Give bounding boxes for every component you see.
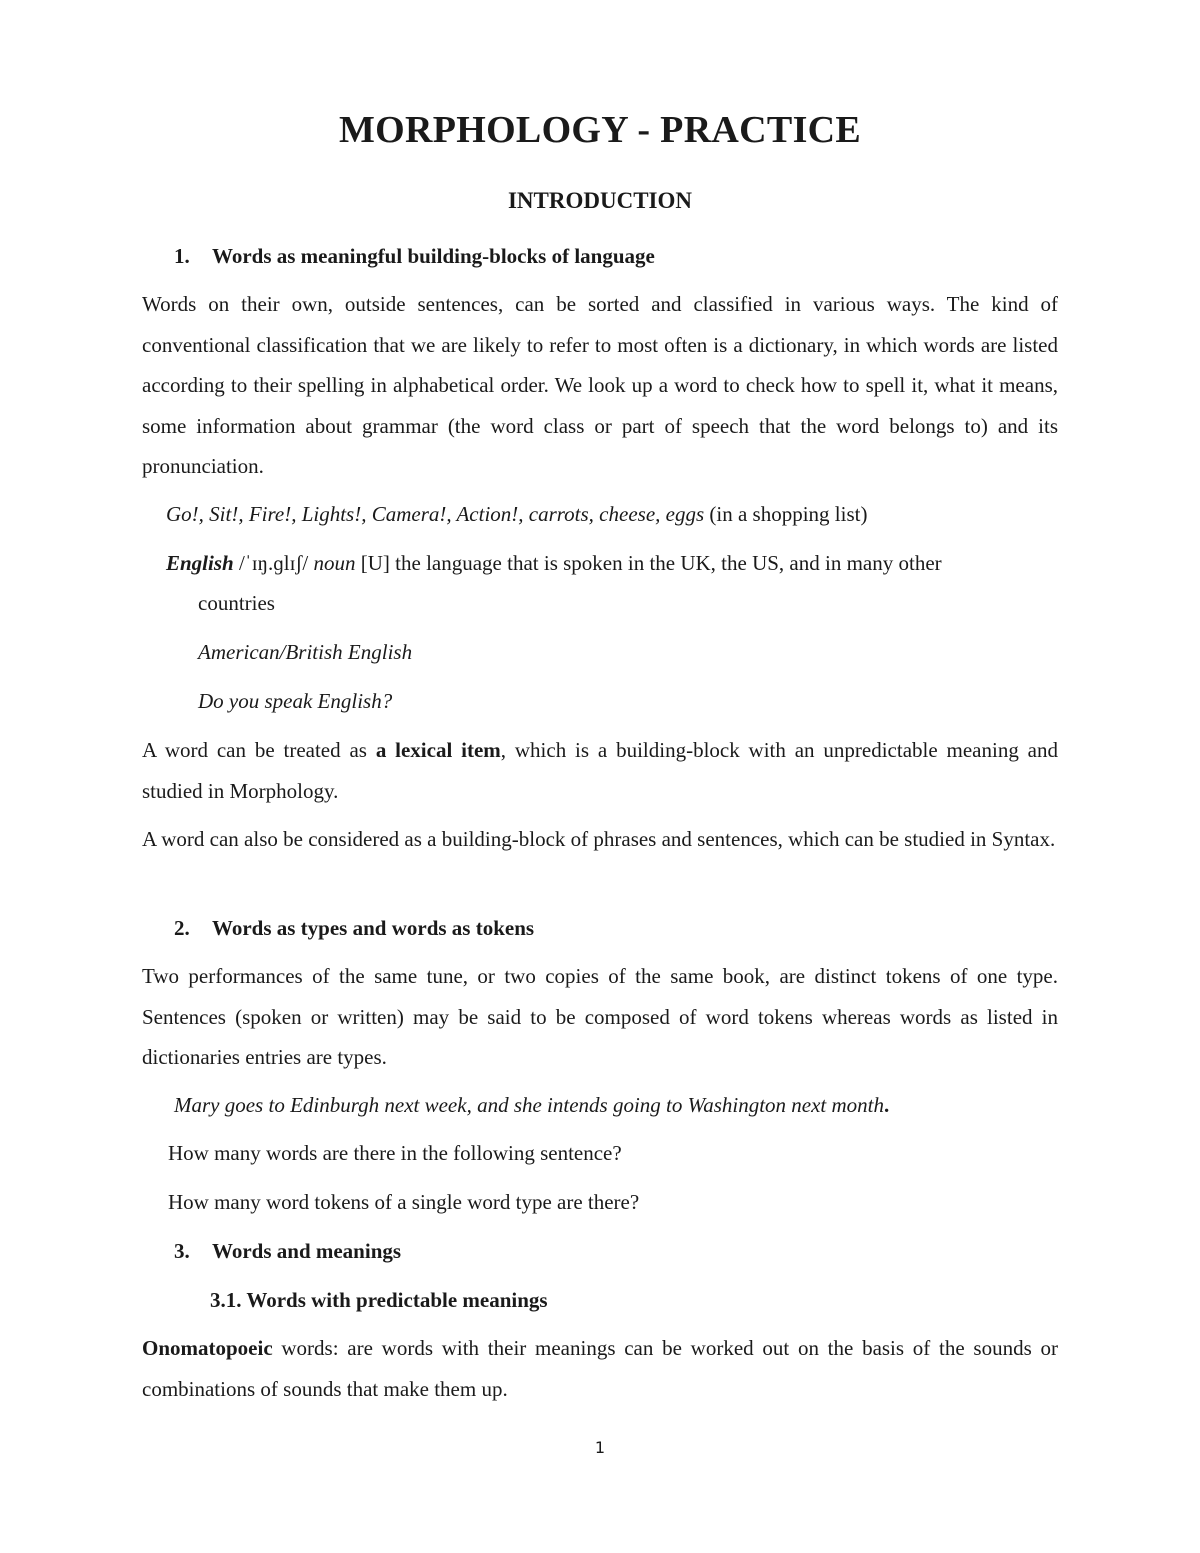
example-words: Go!, Sit!, Fire!, Lights!, Camera!, Action!, carrots, cheese, eggs	[166, 502, 705, 526]
section-3-1-heading: 3.1. Words with predictable meanings	[210, 1288, 548, 1312]
section-1-heading	[174, 244, 655, 269]
page-subtitle: INTRODUCTION	[507, 188, 693, 213]
onomatopoeic-paragraph	[142, 1328, 1058, 1409]
dictionary-example-2: Do you speak English?	[198, 689, 393, 713]
dictionary-headword: English	[166, 551, 234, 575]
section-1-paragraph: Words on their own, outside sentences, can be sorted and classified in various ways. The kind of conventional classification that we are likely to refer to most often is a dictionary, in which words are listed according to their spelling in alphabetical order. We look up a word to check how to spell it, what it means, some information about grammar (the word class or part of speech that the word belongs to) and its pronunciation.	[142, 292, 1058, 478]
syntax-paragraph: A word can also be considered as a building-block of phrases and sentences, which can be studied in Syntax.	[142, 827, 1056, 851]
example-sentence-line	[174, 1093, 889, 1118]
example-note: (in a shopping list)	[704, 502, 868, 526]
example-words-line	[166, 502, 867, 527]
lexical-item-paragraph	[142, 730, 1058, 811]
lexical-text-pre: A word can be treated as	[142, 738, 376, 762]
dictionary-part-of-speech: noun	[313, 551, 356, 575]
dictionary-definition: [U] the language that is spoken in the UK, the US, and in many other	[355, 551, 942, 575]
question-1: How many words are there in the following sentence?	[168, 1141, 622, 1165]
example-sentence-period: .	[884, 1093, 890, 1117]
section-1-title: Words as meaningful building-blocks of language	[212, 244, 655, 268]
dictionary-pronunciation: /ˈɪŋ.ɡlɪʃ/	[233, 551, 314, 575]
section-2-number: 2.	[174, 916, 190, 940]
section-2-paragraph: Two performances of the same tune, or two copies of the same book, are distinct tokens of one type. Sentences (spoken or written) may be said to be composed of word tokens whereas words as listed in dictionaries entries are types.	[142, 964, 1058, 1069]
onomatopoeic-term: Onomatopoeic	[142, 1336, 273, 1360]
page-title: MORPHOLOGY - PRACTICE	[338, 109, 862, 151]
example-sentence: Mary goes to Edinburgh next week, and she intends going to Washington next month	[174, 1093, 885, 1117]
section-3-heading	[174, 1239, 401, 1264]
section-2-heading	[174, 916, 534, 941]
page-number: 1	[594, 1438, 606, 1457]
section-2-title: Words as types and words as tokens	[212, 916, 535, 940]
onomatopoeic-text: words: are words with their meanings can be worked out on the basis of the sounds or combinations of sounds that make them up.	[142, 1336, 1058, 1401]
question-2: How many word tokens of a single word type are there?	[168, 1190, 640, 1214]
lexical-text-post: , which is a building-block with an unpredictable meaning and studied in Morphology.	[142, 738, 1058, 803]
section-3-title: Words and meanings	[212, 1239, 402, 1263]
dictionary-definition-continued: countries	[198, 591, 275, 615]
lexical-item-term: a lexical item	[375, 738, 501, 762]
section-3-number: 3.	[174, 1239, 190, 1263]
dictionary-entry-line	[166, 551, 942, 576]
section-1-number: 1.	[174, 244, 190, 268]
dictionary-example-1: American/British English	[198, 640, 413, 664]
